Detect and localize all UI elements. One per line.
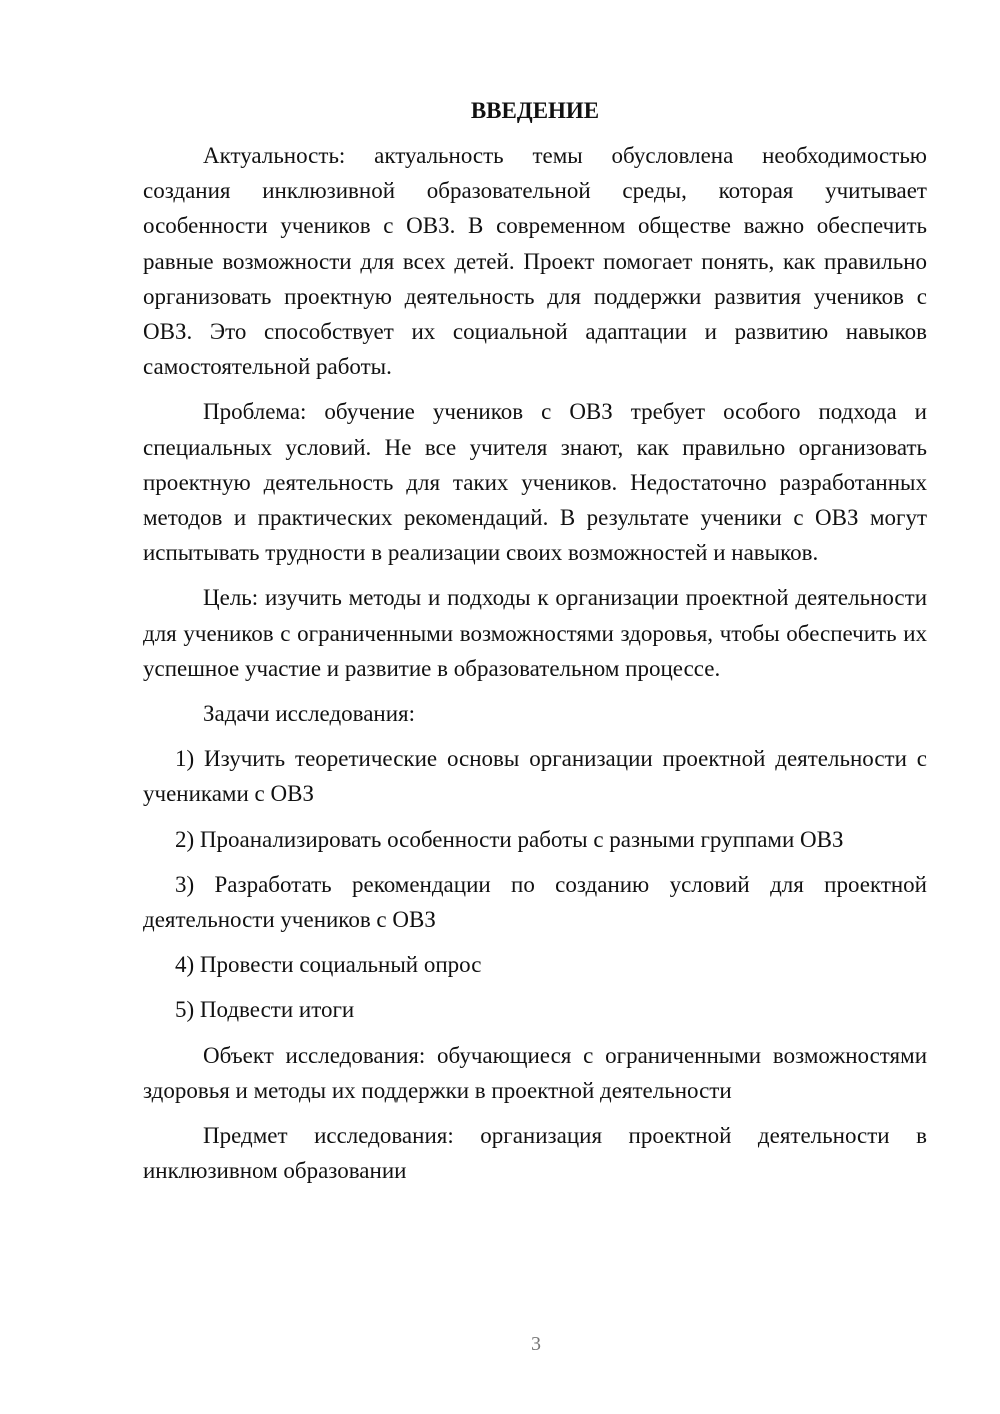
goal-paragraph: Цель: изучить методы и подходы к организации проектной деятельности для учеников с ограниченными возможностями здоровья, чтобы обеспечить их успешное участие и развитие в образовательном процессе. bbox=[143, 585, 927, 681]
page-content bbox=[143, 93, 927, 1198]
task-item: 4) Провести социальный опрос bbox=[175, 952, 482, 978]
page-title: ВВЕДЕНИЕ bbox=[470, 98, 600, 123]
problem-paragraph: Проблема: обучение учеников с ОВЗ требует особого подхода и специальных условий. Не все учителя знают, как правильно организовать проектную деятельность для таких учеников. Недостаточно разработанных методов и практических рекомендаций. В результате ученики с ОВЗ могут испытывать трудности в реализации своих возможностей и навыков. bbox=[143, 399, 927, 566]
task-item: 5) Подвести итоги bbox=[175, 997, 355, 1023]
page-number: 3 bbox=[531, 1333, 541, 1355]
subject-paragraph: Предмет исследования: организация проектной деятельности в инклюзивном образовании bbox=[143, 1123, 927, 1184]
task-item: 3) Разработать рекомендации по созданию условий для проектной деятельности учеников с ОВЗ bbox=[143, 871, 927, 933]
relevance-paragraph: Актуальность: актуальность темы обусловлена необходимостью создания инклюзивной образовательной среды, которая учитывает особенности учеников с ОВЗ. В современном обществе важно обеспечить равные возможности для всех детей. Проект помогает понять, как правильно организовать проектную деятельность для поддержки развития учеников с ОВЗ. Это способствует их социальной адаптации и развитию навыков самостоятельной работы. bbox=[143, 143, 927, 380]
object-paragraph: Объект исследования: обучающиеся с ограниченными возможностями здоровья и методы их поддержки в проектной деятельности bbox=[143, 1042, 927, 1103]
task-item: 2) Проанализировать особенности работы с разными группами ОВЗ bbox=[175, 826, 844, 852]
tasks-heading: Задачи исследования: bbox=[203, 701, 416, 727]
task-item: 1) Изучить теоретические основы организации проектной деятельности с учениками с ОВЗ bbox=[143, 746, 927, 807]
tasks-list bbox=[143, 741, 927, 1027]
